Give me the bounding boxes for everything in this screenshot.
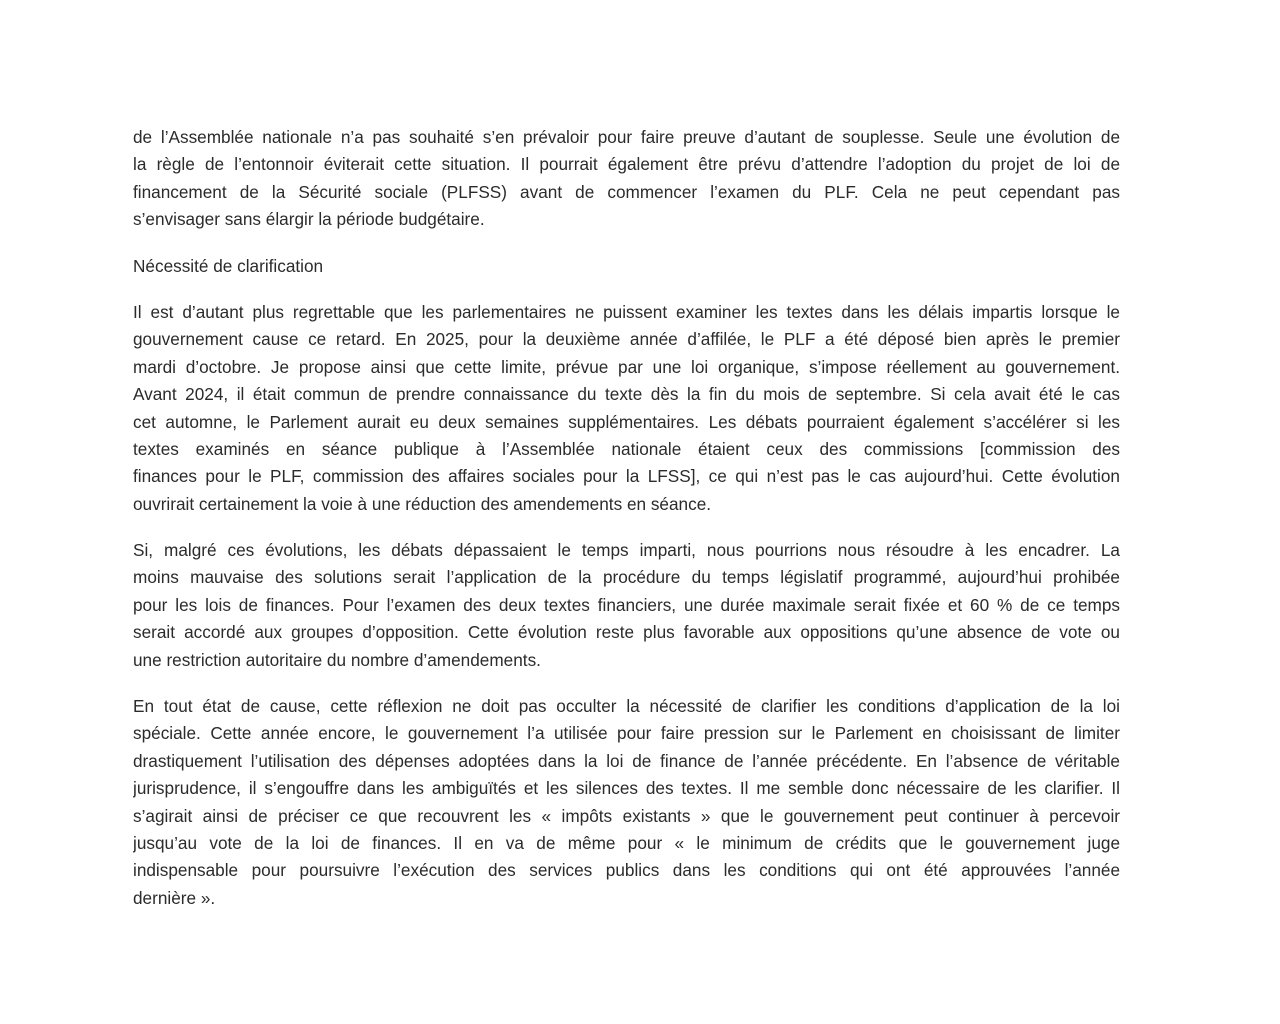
text-line: textes examinés en séance publique à l’Assemblée nationale étaient ceux des commissions [commission des [133, 438, 1120, 459]
paragraph-temps-legislatif [133, 537, 1120, 674]
paragraph-entonnoir [133, 124, 1120, 234]
text-line: serait accordé aux groupes d’opposition. Cette évolution reste plus favorable aux oppositions qu’une absence de vote ou [133, 622, 1120, 643]
text-line: de l’Assemblée nationale n’a pas souhaité s’en prévaloir pour faire preuve d’autant de souplesse. Seule une évolution de [133, 127, 1120, 147]
paragraph-loi-speciale [133, 693, 1120, 912]
text-line: financement de la Sécurité sociale (PLFSS) avant de commencer l’examen du PLF. Cela ne peut cependant pas [133, 181, 1120, 202]
text-line: dernière ». [133, 887, 216, 908]
text-line: indispensable pour poursuivre l’exécution des services publics dans les conditions qui ont été approuvées l’année [133, 860, 1120, 881]
text-line: ouvrirait certainement la voie à une réduction des amendements en séance. [133, 493, 712, 514]
text-line: une restriction autoritaire du nombre d’amendements. [133, 649, 541, 670]
text-line: Avant 2024, il était commun de prendre connaissance du texte dès la fin du mois de septembre. Si cela avait été le cas [133, 384, 1120, 405]
document-page [133, 124, 1120, 931]
paragraph-retard-gouvernement [133, 299, 1120, 518]
text-line: finances pour le PLF, commission des affaires sociales pour la LFSS], ce qui n’est pas le cas aujourd’hui. Cette évolution [133, 466, 1120, 487]
text-line: gouvernement cause ce retard. En 2025, pour la deuxième année d’affilée, le PLF a été déposé bien après le premier [133, 329, 1120, 350]
text-line: En tout état de cause, cette réflexion ne doit pas occulter la nécessité de clarifier les conditions d’application de la loi [133, 696, 1120, 717]
text-line: Il est d’autant plus regrettable que les parlementaires ne puissent examiner les textes dans les délais impartis lorsque le [133, 301, 1120, 322]
text-line: jurisprudence, il s’engouffre dans les ambiguïtés et les silences des textes. Il me semble donc nécessaire de les clarifier. Il [133, 778, 1120, 799]
text-line: mardi d’octobre. Je propose ainsi que cette limite, prévue par une loi organique, s’impose réellement au gouvernement. [133, 356, 1120, 377]
text-line: pour les lois de finances. Pour l’examen des deux textes financiers, une durée maximale serait fixée et 60 % de ce temps [133, 594, 1120, 615]
text-line: s’agirait ainsi de préciser ce que recouvrent les « impôts existants » que le gouvernement peut continuer à percevoir [133, 805, 1120, 826]
text-line: la règle de l’entonnoir éviterait cette situation. Il pourrait également être prévu d’attendre l’adoption du projet de loi de [133, 154, 1120, 175]
section-heading [133, 253, 1120, 280]
text-line: s’envisager sans élargir la période budgétaire. [133, 209, 485, 230]
heading-text: Nécessité de clarification [133, 255, 324, 276]
text-line: moins mauvaise des solutions serait l’application de la procédure du temps législatif programmé, aujourd’hui prohibée [133, 567, 1120, 588]
text-line: jusqu’au vote de la loi de finances. Il en va de même pour « le minimum de crédits que le gouvernement juge [133, 832, 1120, 853]
text-line: Si, malgré ces évolutions, les débats dépassaient le temps imparti, nous pourrions nous résoudre à les encadrer. La [133, 540, 1120, 561]
text-line: spéciale. Cette année encore, le gouvernement l’a utilisée pour faire pression sur le Parlement en choisissant de limiter [133, 723, 1120, 744]
text-line: drastiquement l’utilisation des dépenses adoptées dans la loi de finance de l’année précédente. En l’absence de véritable [133, 750, 1120, 771]
text-line: cet automne, le Parlement aurait eu deux semaines supplémentaires. Les débats pourraient également s’accélérer si les [133, 411, 1120, 432]
